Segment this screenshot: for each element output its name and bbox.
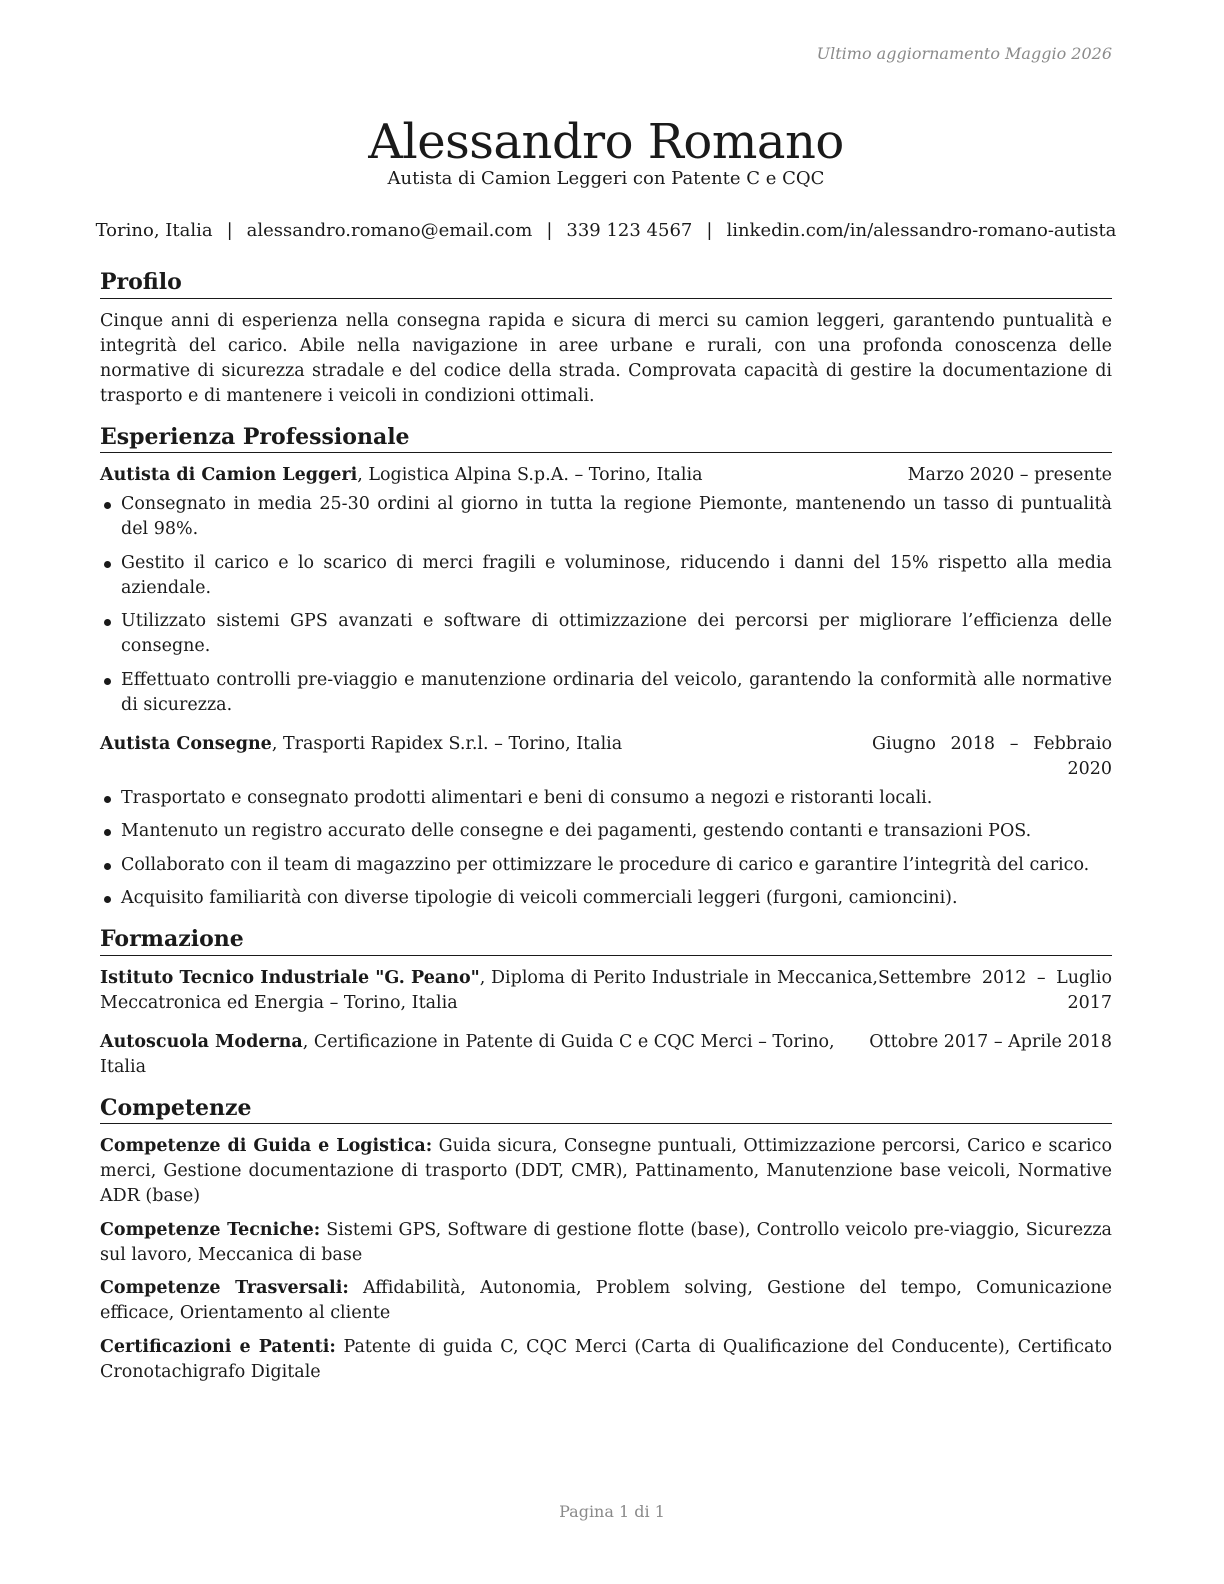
job-role: Autista Consegne <box>100 733 272 754</box>
skill-group <box>100 1218 1112 1268</box>
list-item: Collaborato con il team di magazzino per ottimizzare le procedure di carico e garantire l’integrità del carico. <box>100 853 1112 878</box>
list-item: Consegnato in media 25-30 ordini al giorno in tutta la regione Piemonte, mantenendo un tasso di puntualità del 98%. <box>100 492 1112 542</box>
education-dates: Ottobre 2017 – Aprile 2018 <box>869 1031 1112 1052</box>
job-header <box>100 732 1112 782</box>
profile-text: Cinque anni di esperienza nella consegna rapida e sicura di merci su camion leggeri, garantendo puntualità e integrità del carico. Abile nella navigazione in aree urbane e rurali, con una profonda conoscenza delle normative di sicurezza stradale e del codice della strada. Comprovata capacità di gestire la documentazione di trasporto e di mantenere i veicoli in condizioni ottimali. <box>100 310 1112 406</box>
job-company: , Trasporti Rapidex S.r.l. – Torino, Italia <box>271 733 623 754</box>
list-item: Effettuato controlli pre-viaggio e manutenzione ordinaria del veicolo, garantendo la conformità alle normative di sicurezza. <box>100 668 1112 718</box>
contact-location: Torino, Italia <box>95 220 213 241</box>
job-title-line <box>100 732 872 782</box>
skill-group-label: Competenze Trasversali: <box>100 1278 349 1299</box>
skill-group-text: Patente di guida C, CQC Merci (Carta di Qualificazione del Conducente), Certificato Cronotachigrafo Digitale <box>100 1336 1113 1382</box>
job-entry <box>100 463 1112 718</box>
education-entry <box>100 1030 1112 1080</box>
experience-section <box>100 423 1112 912</box>
job-title-line <box>100 463 908 488</box>
job-bullets <box>100 786 1112 912</box>
job-bullets <box>100 492 1112 718</box>
last-updated-note: Ultimo aggiornamento Maggio 2026 <box>816 44 1112 63</box>
education-school: Istituto Tecnico Industriale "G. Peano" <box>100 967 480 988</box>
education-detail: , Certificazione in Patente di Guida C e CQC Merci – Torino, Italia <box>100 1031 835 1077</box>
job-role: Autista di Camion Leggeri <box>100 465 358 486</box>
education-title-line <box>100 966 878 1016</box>
list-item: Mantenuto un registro accurato delle consegne e dei pagamenti, gestendo contanti e transazioni POS. <box>100 819 1112 844</box>
candidate-name: Alessandro Romano <box>368 114 844 171</box>
list-item: Gestito il carico e lo scarico di merci fragili e voluminose, riducendo i danni del 15% rispetto alla media aziendale. <box>100 551 1112 601</box>
skills-section <box>100 1094 1112 1385</box>
contact-line <box>90 220 1122 241</box>
section-title-education: Formazione <box>100 925 1112 956</box>
skill-group-text: Sistemi GPS, Software di gestione flotte (base), Controllo veicolo pre-viaggio, Sicurezza sul lavoro, Meccanica di base <box>100 1219 1112 1265</box>
education-section <box>100 925 1112 1080</box>
skill-group-text: Affidabilità, Autonomia, Problem solving, Gestione del tempo, Comunicazione efficace, Orientamento al cliente <box>100 1278 1112 1324</box>
contact-linkedin[interactable]: linkedin.com/in/alessandro-romano-autista <box>726 220 1117 241</box>
contact-separator: | <box>546 220 553 241</box>
job-company: , Logistica Alpina S.p.A. – Torino, Italia <box>357 465 703 486</box>
list-item: Trasportato e consegnato prodotti alimentari e beni di consumo a negozi e ristoranti locali. <box>100 786 1112 811</box>
section-title-skills: Competenze <box>100 1094 1112 1125</box>
skill-group-label: Certificazioni e Patenti: <box>100 1336 336 1357</box>
skill-group-label: Competenze Tecniche: <box>100 1219 321 1240</box>
candidate-headline: Autista di Camion Leggeri con Patente C e CQC <box>387 168 825 189</box>
job-entry <box>100 732 1112 912</box>
skill-group <box>100 1276 1112 1326</box>
skill-group-label: Competenze di Guida e Logistica: <box>100 1136 433 1157</box>
section-title-experience: Esperienza Professionale <box>100 423 1112 454</box>
job-dates: Marzo 2020 – presente <box>907 465 1112 486</box>
education-school: Autoscuola Moderna <box>100 1031 303 1052</box>
list-item: Utilizzato sistemi GPS avanzati e software di ottimizzazione dei percorsi per migliorare l’efficienza delle consegne. <box>100 609 1112 659</box>
contact-phone[interactable]: 339 123 4567 <box>566 220 693 241</box>
page-number: Pagina 1 di 1 <box>559 1502 665 1521</box>
job-header <box>100 463 1112 488</box>
skill-group-text: Guida sicura, Consegne puntuali, Ottimizzazione percorsi, Carico e scarico merci, Gestione documentazione di trasporto (DDT, CMR), Pattinamento, Manutenzione base veicoli, Normative ADR (base) <box>100 1136 1112 1207</box>
education-title-line <box>100 1030 869 1080</box>
education-entry <box>100 966 1112 1016</box>
skill-group <box>100 1134 1112 1209</box>
education-dates: Settembre 2012 – Luglio 2017 <box>878 967 1112 1013</box>
profile-section <box>100 268 1112 409</box>
section-title-profile: Profilo <box>100 268 1112 299</box>
skill-group <box>100 1335 1112 1385</box>
contact-email[interactable]: alessandro.romano@email.com <box>246 220 533 241</box>
resume-content <box>100 268 1112 1393</box>
list-item: Acquisito familiarità con diverse tipologie di veicoli commerciali leggeri (furgoni, camioncini). <box>100 886 1112 911</box>
contact-separator: | <box>226 220 233 241</box>
contact-separator: | <box>706 220 713 241</box>
education-detail: , Diploma di Perito Industriale in Meccanica, Meccatronica ed Energia – Torino, Italia <box>100 967 878 1013</box>
job-dates: Giugno 2018 – Febbraio 2020 <box>872 733 1112 779</box>
